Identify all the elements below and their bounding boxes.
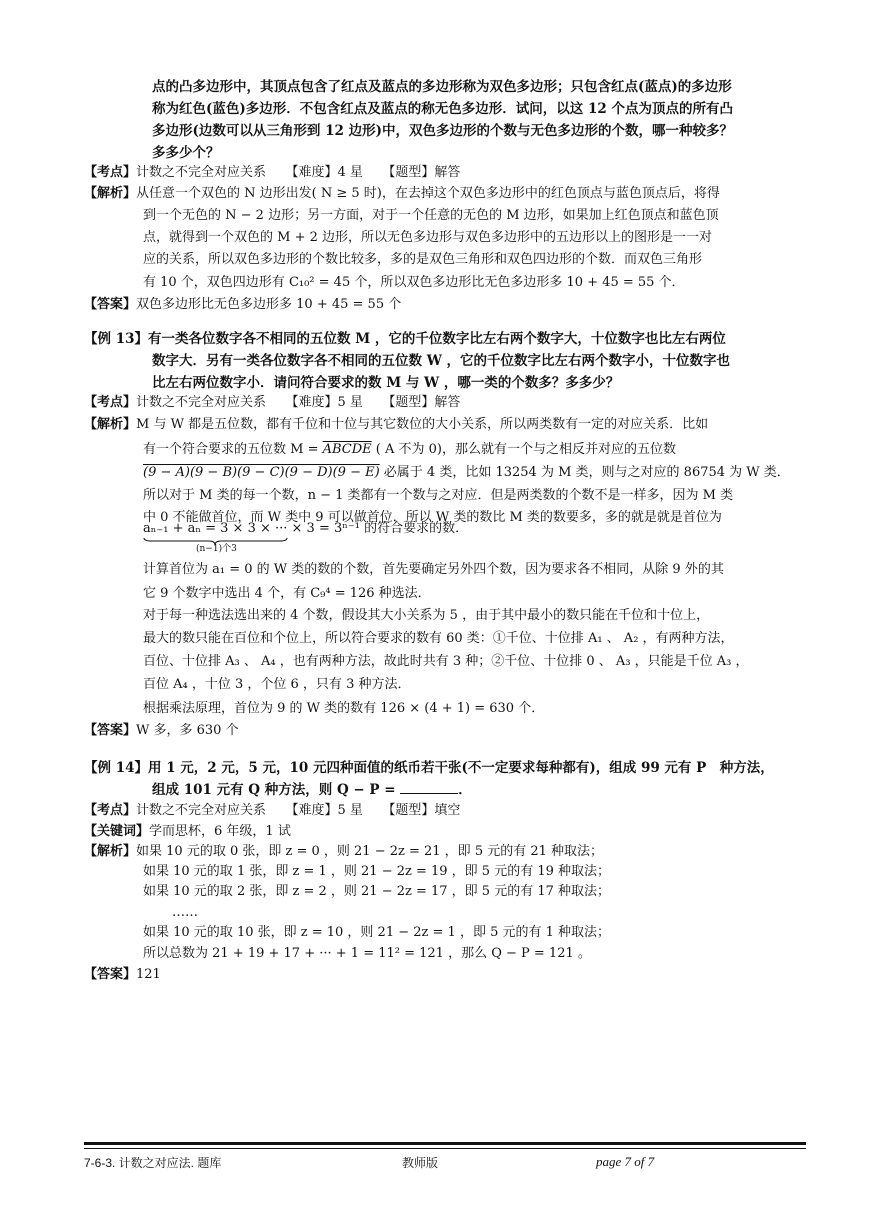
jiexi-text: 对于每一种选法选出来的 4 个数，假设其大小关系为 5 ，由于其中最小的数只能在千位和十位上， [143,608,710,623]
overlined-number: (9 − A)(9 − B)(9 − C)(9 − D)(9 − E) [143,465,380,480]
jiexi-text-part: 有一个符合要求的五位数 M = [143,442,323,457]
kaodian-row [84,802,460,820]
daan-text: 121 [136,967,161,982]
footer-rule [84,1142,806,1145]
footer-left: 7-6-3. 计数之对应法. 题库 [84,1156,222,1170]
jiexi-text-part: 必属于 4 类，比如 13254 为 M 类，则与之对应的 86754 为 W 类． [379,465,790,480]
jiexi-text: 点，就得到一个双色的 M + 2 边形，所以无色多边形与双色多边形中的五边形以上的图形是一一对 [143,230,713,245]
example-13-label: 【例 13】 [84,331,148,347]
jiexi-label: 【解析】 [84,844,137,859]
jiexi-text: 如果 10 元的取 1 张，即 z = 1 ，则 21 − 2z = 19 ，即 5 元的有 19 种取法； [143,864,611,879]
jiexi-text: M 与 W 都是五位数，都有千位和十位与其它数位的大小关系，所以两类数有一定的对应关系．比如 [136,417,709,432]
jiexi-text: 它 9 个数字中选出 4 个，有 C₉⁴ = 126 种选法． [143,586,431,601]
jiexi-text: 所以总数为 21 + 19 + 17 + ··· + 1 = 11² = 121 ，那么 Q − P = 121 。 [143,946,591,961]
jiexi-label: 【解析】 [84,186,137,201]
example-13-text: 数字大．另有一类各位数字各不相同的五位数 W ，它的千位数字比左右两个数字小，十位数字也 [152,353,731,369]
daan-label: 【答案】 [84,297,137,312]
jiexi-text: 所以对于 M 类的每一个数，n − 1 类都有一个数与之对应．但是两类数的个数不是一样多，因为 M 类 [143,488,734,503]
footer-center: 教师版 [402,1156,439,1170]
jiexi-text: 如果 10 元的取 2 张，即 z = 2 ，则 21 − 2z = 17 ，即 5 元的有 17 种取法； [143,884,611,899]
jiexi-text: 百位 A₄ ，十位 3 ，个位 6 ，只有 3 种方法． [143,677,411,692]
daan-text: W 多，多 630 个 [136,723,239,738]
daan-label: 【答案】 [84,967,137,982]
jiexi-text: 计算首位为 a₁ = 0 的 W 类的数的个数，首先要确定另外四个数，因为要求各不相同，从除 9 外的其 [143,562,724,577]
jiexi-text: 有 10 个，双色四边形有 C₁₀² = 45 个，所以双色多边形比无色多边形多 10 + 45 = 55 个． [143,275,685,290]
example-14-text [152,781,472,799]
jiexi-text: 从任意一个双色的 N 边形出发( N ≥ 5 时)，在去掉这个双色多边形中的红色顶点与蓝色顶点后，将得 [136,186,720,201]
kaodian-row [84,394,460,412]
jiexi-text: 到一个无色的 N − 2 边形；另一方面，对于一个任意的无色的 M 边形，如果加上红色顶点和蓝色顶 [143,208,719,223]
jiexi-row [84,416,708,434]
example-14-text-part: 组成 101 元有 Q 种方法，则 Q − P = [152,782,401,798]
problem-text: 点的凸多边形中，其顶点包含了红点及蓝点的多边形称为双色多边形；只包含红点(蓝点)的多边形 [152,79,732,95]
guanjianci-text: 学而思杯，6 年级，1 试 [149,824,291,839]
daan-row [84,296,401,314]
kaodian-label: 【考点】 [84,165,137,180]
jiexi-text: 如果 10 元的取 0 张，即 z = 0 ，则 21 − 2z = 21 ，即 5 元的有 21 种取法； [136,844,604,859]
jiexi-text [143,464,790,482]
jiexi-text: 根据乘法原理，首位为 9 的 W 类的数有 126 × (4 + 1) = 630 个． [143,701,545,716]
jiexi-text: 中 0 不能做首位，而 W 类中 9 可以做首位．所以 W 类的数比 M 类的数要多，多的就是就是首位为 [143,510,722,525]
daan-row [84,722,239,740]
kaodian-label: 【考点】 [84,803,137,818]
guanjianci-label: 【关键词】 [84,824,150,839]
problem-text: 称为红色(蓝色)多边形．不包含红点及蓝点的称无色多边形．试问，以这 12 个点为顶点的所有凸 [152,101,733,117]
jiexi-text: 如果 10 元的取 10 张，即 z = 10 ，则 21 − 2z = 1 ，即 5 元的有 1 种取法； [143,925,611,940]
example-13-text: 有一类各位数字各不相同的五位数 M ，它的千位数字比左右两个数字大，十位数字也比左右两位 [148,331,726,347]
jiexi-text-part: ( A 不为 0)，那么就有一个与之相反并对应的五位数 [371,442,676,457]
kaodian-label: 【考点】 [84,395,137,410]
example-14-text: 用 1 元，2 元，5 元，10 元四种面值的纸币若干张(不一定要求每种都有)，组成 99 元有 P 种方法， [148,760,774,776]
kaodian-text: 计数之不完全对应关系 【难度】5 星 【题型】解答 [136,395,461,410]
kaodian-text: 计数之不完全对应关系 【难度】4 星 【题型】解答 [136,165,461,180]
example-14-text-part: ． [458,782,472,798]
jiexi-row [84,843,603,861]
footer-page-number: page 7 of 7 [596,1154,655,1169]
daan-row [84,966,161,984]
daan-text: 双色多边形比无色多边形多 10 + 45 = 55 个 [136,297,402,312]
jiexi-text [143,441,676,459]
overlined-number: ABCDE [322,442,372,457]
jiexi-text: 最大的数只能在百位和个位上，所以符合要求的数有 60 类：①千位、十位排 A₁ 、 A₂ ，有两种方法， [143,631,734,646]
answer-blank [400,781,458,794]
jiexi-text: 百位、十位排 A₃ 、 A₄ ，也有两种方法，故此时共有 3 种；②千位、十位排 0 、 A₃ ，只能是千位 A₃ ， [143,654,749,669]
footer-rule [84,1148,806,1149]
jiexi-text: aₙ₋₁ + aₙ = 3 × 3 × ··· × 3 = 3ⁿ⁻¹ 的符合要求的数． [143,521,469,536]
kaodian-row [84,164,460,182]
example-14-row [84,759,774,777]
example-14-label: 【例 14】 [84,760,148,776]
jiexi-text: 应的关系，所以双色多边形的个数比较多，多的是双色三角形和双色四边形的个数．而双色三角形 [143,252,703,267]
example-13-row [84,330,726,348]
guanjianci-row [84,823,291,841]
jiexi-text: …… [172,905,198,920]
example-13-text: 比左右两位数字小．请问符合要求的数 M 与 W ，哪一类的个数多？多多少？ [152,375,620,391]
daan-label: 【答案】 [84,723,137,738]
problem-text: 多多少个？ [152,145,220,161]
problem-text: 多边形(边数可以从三角形到 12 边形)中，双色多边形的个数与无色多边形的个数，哪一种较多？ [152,123,733,139]
jiexi-row [84,185,720,203]
kaodian-text: 计数之不完全对应关系 【难度】5 星 【题型】填空 [136,803,461,818]
underbrace-label: (n−1)个3 [196,544,237,554]
jiexi-label: 【解析】 [84,417,137,432]
